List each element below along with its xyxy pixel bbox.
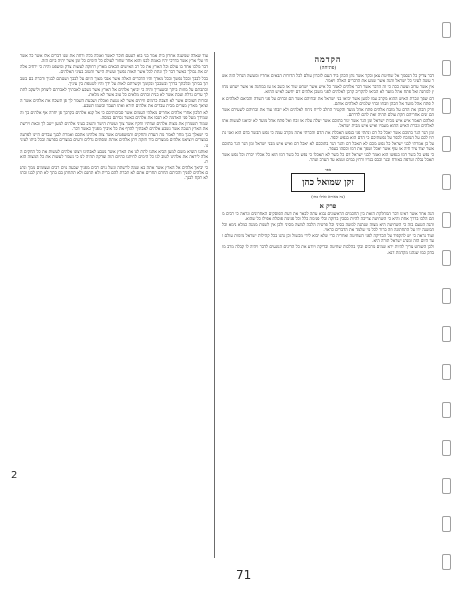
chapter-paragraph-4: ולכן השוחט צריך להיות ירא שמים מרבים ובקי בהלכות שחיטה ובדיקה ויודע את כל הדינים הנוגעים לדבר ויהיה לו קבלה מרב מובהק כמו שנהגו מקדמת דנא.	[222, 245, 434, 256]
punch-hole	[442, 554, 451, 570]
punch-hole	[442, 136, 451, 152]
chapter-paragraph-2: והנה הטעם בזה כי השחיטה היא מצוה שנתנה למשה בסיני וכל פרטיה הלכה למשה מסיני ולכן אין לשנות ממנה כמלא נימא וכל המשנה ידו על התחתונה וזה ברור לכל מי שלמד את הדברים כראוי.	[222, 222, 434, 233]
punch-hole	[442, 326, 451, 342]
left-column-paragraph-3: בכל לבבך ובכל נפשך ובכל מאדך והיו הדברים האלה אשר אנכי מצוך היום על לבבך ושננתם לבניך ודברת בם בשבתך בביתך ובלכתך בדרך ובשכבך ובקומך וקשרתם לאות על ידך והיו לטטפת בין עיניך.	[20, 76, 208, 87]
intro-paragraph-2: אין אשר ערוב ועשה ככה כי זה הדבר אשר דבר אלהים לאמר כל איש אשר ישחט שור או כשב או עז במחנה או אשר ישחט מחוץ למחנה ואל פתח אהל מועד לא הביאו להקריב קרבן לאלהים לפני משכן אלהים דם יחשב לאיש ההוא.	[222, 85, 434, 96]
left-column-paragraph-4: וכתבתם על מזזות ביתך ובשעריך והיה כי יביאך אלהים אל הארץ אשר נשבע לאבתיך לאברהם ליצחק וליעקב לתת לך ערים גדלת וטבת אשר לא בנית ובתים מלאים כל טוב אשר לא מלאת.	[20, 87, 208, 99]
left-column-paragraph-1: עוד שאלה שמשנה אחרון בית אמר בני בוא לטעם חוכר לאשר ואגלה בלה ורחה את שנו דברים אלו אשר כל אשר חי עלי ארץ אשר בדרכי יהיו באמת לבנו והוא אחד שחור לעולם כל הימים כל זמן אשר יהיה ביום הזה.	[20, 54, 208, 65]
handwritten-margin-number: 2	[11, 470, 18, 481]
intro-paragraph-4: וזרק הכהן את הדם על מזבח אלהים פתח אהל מועד והקטיר החלב לריח ניחח לאלהים ולא יזבחו עוד את זבחיהם לשעירם אשר הם זנים אחריהם חקת עולם תהיה זאת להם לדרתם.	[222, 107, 434, 119]
chapter-heading: פרק א	[319, 201, 337, 210]
column-divider	[214, 52, 215, 558]
punch-hole	[442, 98, 451, 114]
left-column-paragraph-9: ואותנו הוציא משם למען הביא אתנו לתת לנו את הארץ אשר נשבע לאבתינו ויצונו אלהים לעשות את כל החקים האלה ליראה את אלהינו לטוב לנו כל הימים לחיתנו כהיום הזה וצדקה תהיה לנו כי נשמר לעשות את כל המצוה הזאת.	[20, 149, 208, 165]
book-label: ספר	[324, 166, 332, 172]
punch-hole	[442, 440, 451, 456]
book-title-subtitle: (נח מאירא ואילו כחו)	[311, 193, 345, 199]
intro-paragraph-1: דבר צדיק כל הנסמך אל שחיטת צאן ובקר אשר נתן הכהן ביד העם לזכרון עולם לכל הדורות הבאים אחריו ומעשה הגדול הזה אשר עשה לעיני כל ישראל והנה אשר שמע את הדברים האלה ויאמר.	[222, 74, 434, 85]
intro-paragraph-8: כי נפש כל בשר דמו בנפשו הוא ואמר לבני ישראל דם כל בשר לא תאכלו כי נפש כל בשר דמו הוא כל אכליו יכרת וכל נפש אשר תאכל נבלה וטרפה באזרח ובגר וכבס בגדיו ורחץ במים וטמא עד הערב וטהר.	[222, 153, 434, 164]
punch-hole-strip	[442, 22, 456, 582]
punch-hole	[442, 60, 451, 76]
left-column-paragraph-6: לא תלכון אחרי אלהים אחרים מאלהי העמים אשר סביבותיכם כי אל קנא אלהים בקרבך פן יחרה אף אלהים בך והשמידך מעל פני האדמה לא תנסו את אלהים כאשר נסיתם במסה.	[20, 110, 208, 121]
chapter-paragraph-1: הנה אחר אשר ראינו דבר המחלקת הזאת בין החכמים הראשונים נבוא עתה לבאר את דעת הפוסקים האחרונים ונראה כי רבים מהם הלכו בדרך אחת והיא כי השחיטה צריכה להיות בסכין בדוקה ובלי פגימה כלל וכל פגימה פוסלת אפילו כל שהוא.	[222, 211, 434, 222]
left-column-paragraph-8: כי ישאלך בנך מחר לאמר מה העדת והחקים והמשפטים אשר צוה אלהינו אתכם ואמרת לבנך עבדים היינו לפרעה במצרים ויוציאנו אלהים ממצרים ביד חזקה ויתן אלהים אותת ומפתים גדלים ורעים במצרים בפרעה ובכל ביתו לעינינו.	[20, 133, 208, 149]
punch-hole	[442, 478, 451, 494]
book-title: זקן שמואל כהן	[291, 173, 365, 192]
left-column-paragraph-10: כי יביאך אלהים אל הארץ אשר אתה בא שמה לרשתה ונשל גוים רבים מפניך שבעה גוים רבים ועצומים ממך ונתנם אלהים לפניך והכיתם החרם תחרים אתם לא תכרת להם ברית ולא תחנם ולא תתחתן בם בתך לא תתן לבנו ובתו לא תקח לבנך.	[20, 166, 208, 182]
left-column-paragraph-5: ובורות חצובים אשר לא חצבת כרמים וזיתים אשר לא נטעת ואכלת ושבעת השמר לך פן תשכח את אלהים אשר הוציאך מארץ מצרים מבית עבדים את אלהים תירא ואתו תעבד ובשמו תשבע.	[20, 99, 208, 110]
book-title-block	[222, 167, 434, 199]
right-column	[222, 54, 434, 554]
left-column-paragraph-7: שמור תשמרון את מצות אלהים ועדתיו וחקיו אשר צוך ועשית הישר והטוב בעיני אלהים למען ייטב לך ובאת וירשת את הארץ הטבה אשר נשבע אלהים לאבתיך להדף את כל איביך מפניך כאשר דבר.	[20, 121, 208, 133]
introduction-subheading: (פתיחה)	[319, 65, 337, 71]
punch-hole	[442, 288, 451, 304]
introduction-heading: הקדמה	[314, 54, 342, 64]
left-column	[20, 54, 208, 564]
punch-hole	[442, 212, 451, 228]
handwritten-page-number: 71	[236, 568, 252, 582]
chapter-paragraph-3: ועוד נראה כי יש להקפיד על הבדיקה לפני השחיטה ואחריה כדי שלא יבוא לידי מכשול וכן נהגו בכל קהילות ישראל מימות עולם ועד היום הזה ומנהג ישראל תורה היא.	[222, 234, 434, 245]
left-column-paragraph-2: דבר מלכו אחד בו עולם וכל הארץ את כל רב האישים הבאים מארץ רחוקה לעשות צדק ומשפט והיה כי ירחיב אלהים את גבולך כאשר דבר לך ונתת לכל אשר תאוה נפשך ועשית הישר והטוב בעיני האלהים.	[20, 65, 208, 76]
intro-paragraph-7: על כן אמרתי לבני ישראל כל נפש מכם לא תאכל דם והגר הגר בתוככם לא יאכל דם ואיש איש מבני ישראל ומן הגר הגר בתוכם אשר יצוד ציד חיה או עוף אשר יאכל ושפך את דמו וכסהו בעפר.	[222, 141, 434, 153]
intro-paragraph-5: ואלהם תאמר איש איש מבית ישראל ומן הגר אשר יגור בתוכם אשר יעלה עלה או זבח ואל פתח אהל מועד לא יביאנו לעשות אתו לאלהים ונכרת האיש ההוא מעמיו ואיש איש מבית ישראל.	[222, 119, 434, 130]
punch-hole	[442, 22, 451, 38]
intro-paragraph-3: דם שפך ונכרת האיש ההוא מקרב עמו למען אשר יביאו בני ישראל את זבחיהם אשר הם זבחים על פני השדה והביאם לאלהים אל פתח אהל מועד אל הכהן וזבחו זבחי שלמים לאלהים אותם.	[222, 96, 434, 107]
punch-hole	[442, 250, 451, 266]
punch-hole	[442, 174, 451, 190]
punch-hole	[442, 364, 451, 380]
intro-paragraph-6: ומן הגר הגר בתוכם אשר יאכל כל דם ונתתי פני בנפש האכלת את הדם והכרתי אתה מקרב עמה כי נפש הבשר בדם הוא ואני נתתיו לכם על המזבח לכפר על נפשתיכם כי הדם הוא בנפש יכפר.	[222, 130, 434, 141]
punch-hole	[442, 402, 451, 418]
punch-hole	[442, 516, 451, 532]
